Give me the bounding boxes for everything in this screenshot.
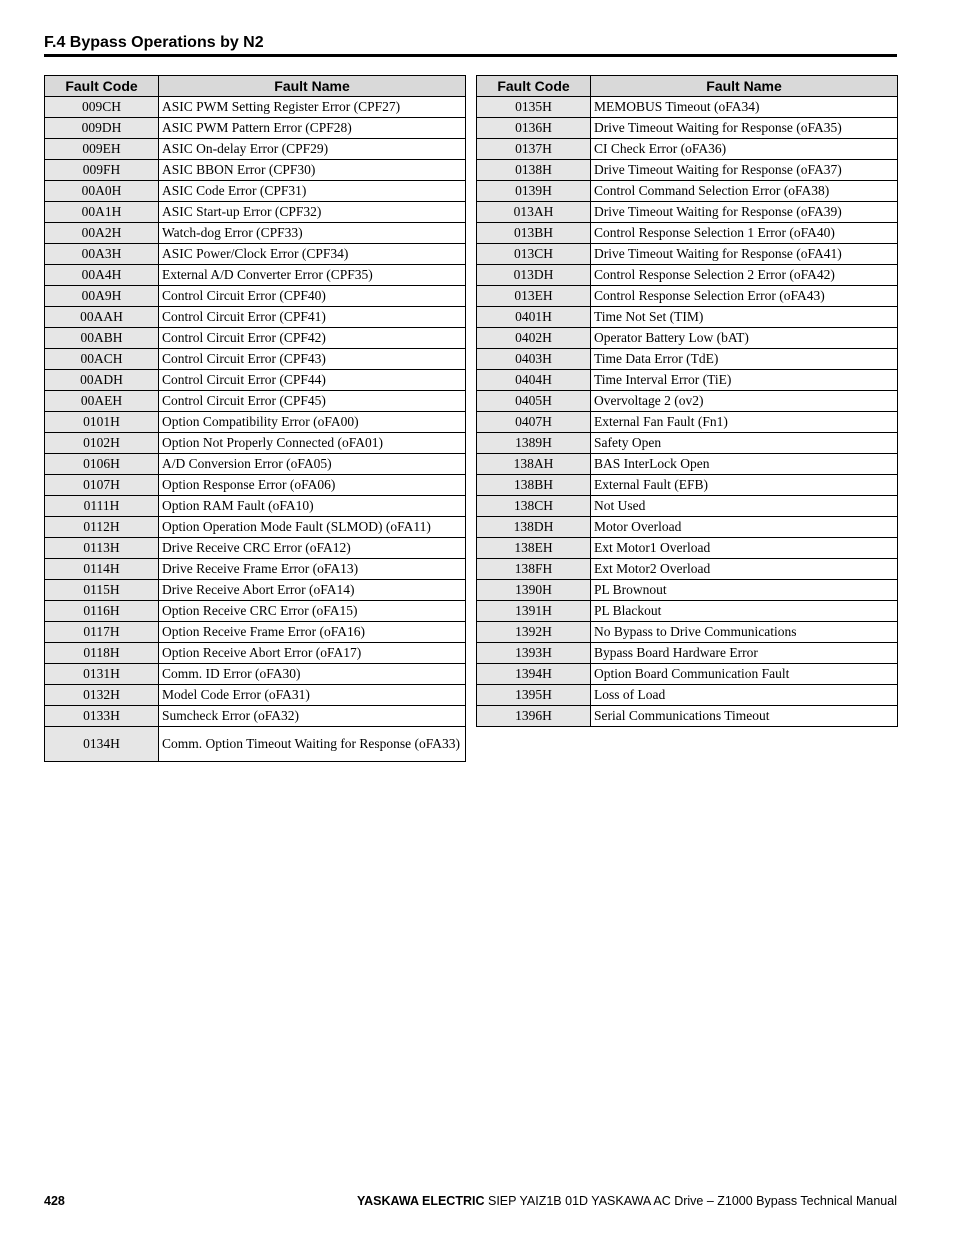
fault-name-cell: PL Brownout (591, 580, 898, 601)
fault-code-cell: 138AH (477, 454, 591, 475)
fault-code-cell: 0131H (45, 664, 159, 685)
fault-code-cell: 013DH (477, 265, 591, 286)
table-row (477, 97, 898, 118)
fault-name-cell: Operator Battery Low (bAT) (591, 328, 898, 349)
fault-name-cell: ASIC PWM Setting Register Error (CPF27) (159, 97, 466, 118)
table-row (45, 349, 466, 370)
table-row (477, 391, 898, 412)
table-row (477, 685, 898, 706)
fault-code-cell: 013CH (477, 244, 591, 265)
table-row (477, 706, 898, 727)
fault-name-cell: Time Interval Error (TiE) (591, 370, 898, 391)
table-row (45, 475, 466, 496)
fault-code-cell: 138EH (477, 538, 591, 559)
fault-code-cell: 00ABH (45, 328, 159, 349)
table-row (45, 706, 466, 727)
fault-name-cell: ASIC PWM Pattern Error (CPF28) (159, 118, 466, 139)
table-row (477, 223, 898, 244)
table-row (45, 433, 466, 454)
fault-name-cell: Bypass Board Hardware Error (591, 643, 898, 664)
fault-code-cell: 0132H (45, 685, 159, 706)
table-row (45, 307, 466, 328)
fault-code-cell: 013AH (477, 202, 591, 223)
table-row (45, 580, 466, 601)
fault-name-cell: Ext Motor1 Overload (591, 538, 898, 559)
fault-code-cell: 0118H (45, 643, 159, 664)
table-row (477, 412, 898, 433)
fault-code-cell: 138BH (477, 475, 591, 496)
fault-name-cell: External A/D Converter Error (CPF35) (159, 265, 466, 286)
title-rule (44, 54, 897, 57)
fault-code-cell: 0106H (45, 454, 159, 475)
table-row (477, 160, 898, 181)
table-row (45, 97, 466, 118)
fault-name-cell: Not Used (591, 496, 898, 517)
fault-code-cell: 0407H (477, 412, 591, 433)
fault-code-cell: 00A9H (45, 286, 159, 307)
fault-code-cell: 0107H (45, 475, 159, 496)
footer-manual-name: SIEP YAIZ1B 01D YASKAWA AC Drive – Z1000 Bypass Technical Manual (484, 1194, 897, 1208)
fault-code-cell: 009DH (45, 118, 159, 139)
fault-name-cell: Time Data Error (TdE) (591, 349, 898, 370)
fault-code-cell: 0135H (477, 97, 591, 118)
fault-name-cell: Control Circuit Error (CPF43) (159, 349, 466, 370)
table-row (477, 622, 898, 643)
table-header-row (477, 76, 898, 97)
table-row (45, 664, 466, 685)
table-row (45, 202, 466, 223)
fault-name-cell: Control Circuit Error (CPF41) (159, 307, 466, 328)
fault-name-cell: Control Command Selection Error (oFA38) (591, 181, 898, 202)
fault-name-cell: Motor Overload (591, 517, 898, 538)
fault-code-cell: 0138H (477, 160, 591, 181)
fault-name-cell: Control Circuit Error (CPF42) (159, 328, 466, 349)
fault-name-cell: Model Code Error (oFA31) (159, 685, 466, 706)
table-row (45, 244, 466, 265)
fault-code-cell: 00A4H (45, 265, 159, 286)
table-row (477, 601, 898, 622)
table-row (477, 538, 898, 559)
table-row (477, 265, 898, 286)
fault-code-cell: 0405H (477, 391, 591, 412)
fault-code-cell: 00ACH (45, 349, 159, 370)
fault-table-left-body (45, 97, 466, 762)
fault-name-cell: Option Receive Frame Error (oFA16) (159, 622, 466, 643)
fault-name-cell: Control Response Selection 2 Error (oFA42) (591, 265, 898, 286)
fault-code-cell: 0102H (45, 433, 159, 454)
fault-code-cell: 0404H (477, 370, 591, 391)
fault-code-cell: 00A2H (45, 223, 159, 244)
table-row (45, 559, 466, 580)
table-row (45, 181, 466, 202)
table-row (45, 328, 466, 349)
fault-code-cell: 00A0H (45, 181, 159, 202)
fault-code-cell: 1395H (477, 685, 591, 706)
fault-code-cell: 1391H (477, 601, 591, 622)
fault-name-cell: Control Circuit Error (CPF44) (159, 370, 466, 391)
fault-name-cell: PL Blackout (591, 601, 898, 622)
table-row (477, 475, 898, 496)
fault-code-cell: 0137H (477, 139, 591, 160)
fault-code-cell: 00A1H (45, 202, 159, 223)
fault-code-cell: 0113H (45, 538, 159, 559)
fault-code-cell: 1396H (477, 706, 591, 727)
fault-code-cell: 009CH (45, 97, 159, 118)
column-header-fault-code: Fault Code (45, 76, 159, 97)
table-row (477, 580, 898, 601)
table-row (477, 118, 898, 139)
fault-code-cell: 0114H (45, 559, 159, 580)
fault-name-cell: Drive Receive Abort Error (oFA14) (159, 580, 466, 601)
page-number: 428 (44, 1194, 65, 1208)
table-row (477, 664, 898, 685)
fault-code-cell: 1389H (477, 433, 591, 454)
fault-code-cell: 1393H (477, 643, 591, 664)
fault-code-cell: 009EH (45, 139, 159, 160)
table-row (477, 286, 898, 307)
table-row (477, 370, 898, 391)
fault-table-left (44, 75, 466, 762)
table-row (477, 349, 898, 370)
fault-name-cell: ASIC BBON Error (CPF30) (159, 160, 466, 181)
fault-name-cell: Drive Receive Frame Error (oFA13) (159, 559, 466, 580)
table-row (45, 643, 466, 664)
table-row (45, 622, 466, 643)
fault-name-cell: Option RAM Fault (oFA10) (159, 496, 466, 517)
table-row (477, 643, 898, 664)
fault-code-cell: 138FH (477, 559, 591, 580)
fault-code-cell: 0402H (477, 328, 591, 349)
table-row (45, 118, 466, 139)
fault-name-cell: Serial Communications Timeout (591, 706, 898, 727)
table-row (477, 454, 898, 475)
table-row (477, 244, 898, 265)
table-row (477, 202, 898, 223)
fault-name-cell: CI Check Error (oFA36) (591, 139, 898, 160)
fault-code-cell: 0111H (45, 496, 159, 517)
fault-code-cell: 00AEH (45, 391, 159, 412)
fault-name-cell: Time Not Set (TIM) (591, 307, 898, 328)
fault-code-cell: 0115H (45, 580, 159, 601)
fault-name-cell: Overvoltage 2 (ov2) (591, 391, 898, 412)
fault-table-right (476, 75, 898, 727)
table-row (45, 160, 466, 181)
table-row (45, 286, 466, 307)
table-row (45, 454, 466, 475)
table-header-row (45, 76, 466, 97)
fault-name-cell: Drive Timeout Waiting for Response (oFA41) (591, 244, 898, 265)
fault-name-cell: ASIC Start-up Error (CPF32) (159, 202, 466, 223)
fault-name-cell: Option Receive CRC Error (oFA15) (159, 601, 466, 622)
fault-name-cell: MEMOBUS Timeout (oFA34) (591, 97, 898, 118)
fault-name-cell: Option Not Properly Connected (oFA01) (159, 433, 466, 454)
footer-brand: YASKAWA ELECTRIC (356, 1194, 485, 1208)
fault-name-cell: Drive Timeout Waiting for Response (oFA39) (591, 202, 898, 223)
fault-code-cell: 0134H (45, 727, 159, 762)
fault-code-cell: 0139H (477, 181, 591, 202)
column-header-fault-code: Fault Code (477, 76, 591, 97)
fault-code-cell: 138CH (477, 496, 591, 517)
column-header-fault-name: Fault Name (591, 76, 898, 97)
fault-code-cell: 0133H (45, 706, 159, 727)
table-row (477, 181, 898, 202)
table-row (45, 139, 466, 160)
fault-code-cell: 013EH (477, 286, 591, 307)
fault-name-cell: Option Receive Abort Error (oFA17) (159, 643, 466, 664)
fault-name-cell: Drive Receive CRC Error (oFA12) (159, 538, 466, 559)
fault-name-cell: ASIC Power/Clock Error (CPF34) (159, 244, 466, 265)
fault-code-cell: 00ADH (45, 370, 159, 391)
table-row (477, 496, 898, 517)
fault-name-cell: External Fan Fault (Fn1) (591, 412, 898, 433)
table-row (45, 496, 466, 517)
fault-code-cell: 138DH (477, 517, 591, 538)
fault-code-cell: 0401H (477, 307, 591, 328)
table-row (477, 433, 898, 454)
fault-code-cell: 00A3H (45, 244, 159, 265)
fault-name-cell: External Fault (EFB) (591, 475, 898, 496)
fault-name-cell: BAS InterLock Open (591, 454, 898, 475)
fault-name-cell: ASIC On-delay Error (CPF29) (159, 139, 466, 160)
fault-name-cell: Control Circuit Error (CPF45) (159, 391, 466, 412)
table-row (477, 559, 898, 580)
fault-name-cell: A/D Conversion Error (oFA05) (159, 454, 466, 475)
fault-code-cell: 0136H (477, 118, 591, 139)
table-row (45, 412, 466, 433)
fault-name-cell: ASIC Code Error (CPF31) (159, 181, 466, 202)
fault-name-cell: Watch-dog Error (CPF33) (159, 223, 466, 244)
fault-code-cell: 0403H (477, 349, 591, 370)
fault-name-cell: No Bypass to Drive Communications (591, 622, 898, 643)
fault-table-right-body (477, 97, 898, 727)
table-row (477, 307, 898, 328)
fault-code-cell: 0116H (45, 601, 159, 622)
fault-name-cell: Option Operation Mode Fault (SLMOD) (oFA11) (159, 517, 466, 538)
table-row (45, 391, 466, 412)
fault-name-cell: Sumcheck Error (oFA32) (159, 706, 466, 727)
fault-name-cell: Safety Open (591, 433, 898, 454)
table-row (45, 685, 466, 706)
table-row (477, 328, 898, 349)
fault-name-cell: Loss of Load (591, 685, 898, 706)
fault-code-cell: 1390H (477, 580, 591, 601)
fault-code-cell: 0112H (45, 517, 159, 538)
table-row (45, 223, 466, 244)
fault-code-cell: 00AAH (45, 307, 159, 328)
table-row (477, 139, 898, 160)
fault-code-cell: 1392H (477, 622, 591, 643)
fault-name-cell: Comm. Option Timeout Waiting for Response (oFA33) (159, 727, 466, 762)
table-row (45, 601, 466, 622)
section-title: F.4 Bypass Operations by N2 (44, 34, 264, 51)
column-header-fault-name: Fault Name (159, 76, 466, 97)
table-row (45, 517, 466, 538)
fault-code-cell: 009FH (45, 160, 159, 181)
fault-name-cell: Option Board Communication Fault (591, 664, 898, 685)
table-row (45, 727, 466, 762)
fault-name-cell: Control Response Selection Error (oFA43) (591, 286, 898, 307)
fault-name-cell: Control Circuit Error (CPF40) (159, 286, 466, 307)
fault-code-cell: 1394H (477, 664, 591, 685)
fault-name-cell: Control Response Selection 1 Error (oFA40) (591, 223, 898, 244)
fault-code-cell: 0101H (45, 412, 159, 433)
footer-manual-title (357, 1194, 897, 1208)
fault-name-cell: Comm. ID Error (oFA30) (159, 664, 466, 685)
table-row (45, 370, 466, 391)
fault-name-cell: Option Response Error (oFA06) (159, 475, 466, 496)
fault-name-cell: Ext Motor2 Overload (591, 559, 898, 580)
table-row (477, 517, 898, 538)
fault-code-cell: 0117H (45, 622, 159, 643)
table-row (45, 265, 466, 286)
fault-code-cell: 013BH (477, 223, 591, 244)
table-row (45, 538, 466, 559)
fault-name-cell: Drive Timeout Waiting for Response (oFA35) (591, 118, 898, 139)
fault-name-cell: Drive Timeout Waiting for Response (oFA37) (591, 160, 898, 181)
fault-name-cell: Option Compatibility Error (oFA00) (159, 412, 466, 433)
